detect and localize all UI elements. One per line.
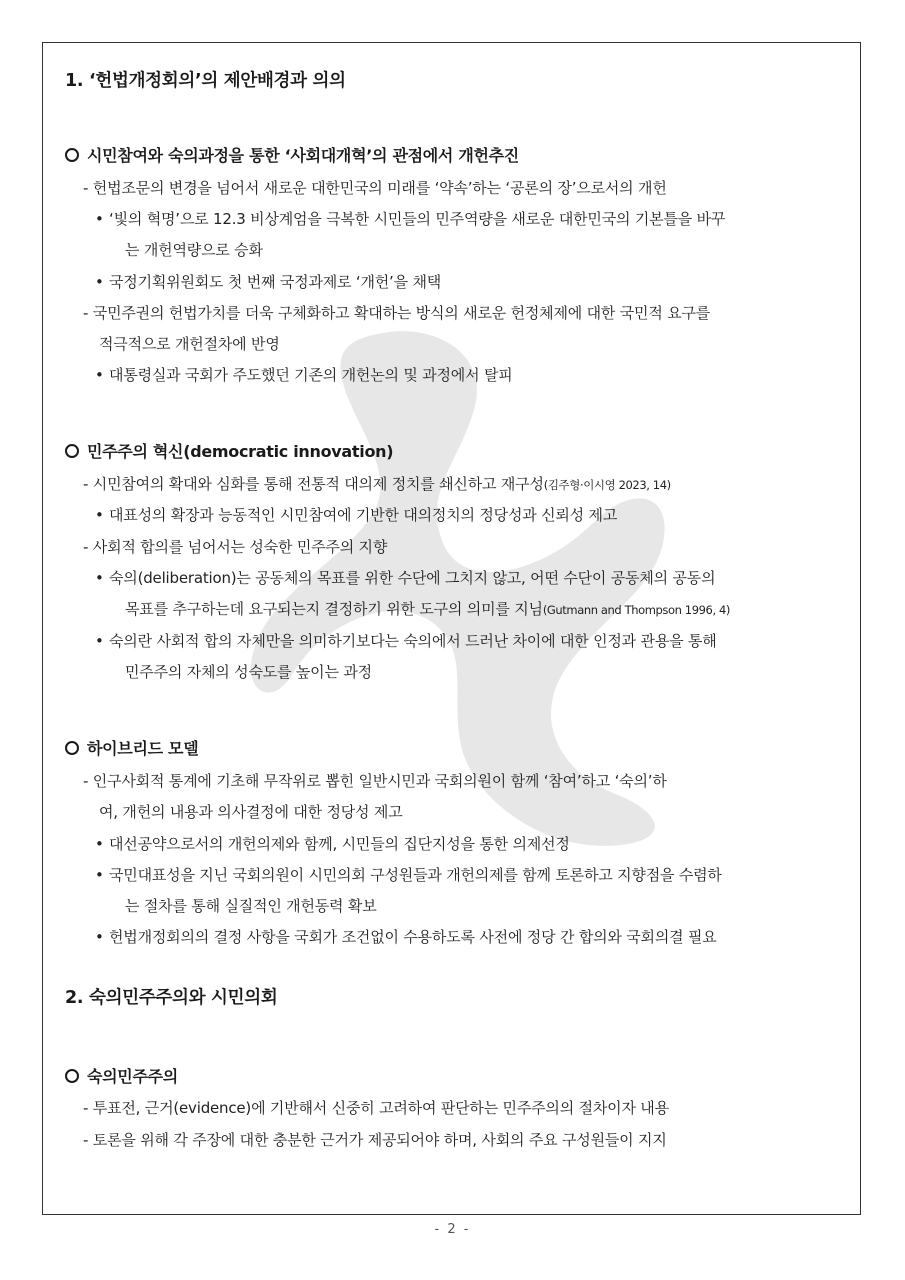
bullet-item: • 헌법개정회의의 결정 사항을 국회가 조건없이 수용하도록 사전에 정당 간 합의와 국회의결 필요 bbox=[109, 927, 717, 947]
section-title-1: 1. ‘헌법개정회의’의 제안배경과 의의 bbox=[65, 71, 346, 91]
page-number: - 2 - bbox=[434, 1222, 471, 1237]
citation: (김주형·이시영 2023, 14) bbox=[543, 478, 671, 492]
bullet-item: • 숙의란 사회적 합의 자체만을 의미하기보다는 숙의에서 드러난 차이에 대한 인정과 관용을 통해 bbox=[109, 631, 717, 651]
bullet-item-continuation: 는 개헌역량으로 승화 bbox=[125, 241, 263, 259]
circle-bullet-icon bbox=[65, 148, 79, 162]
dash-item-continuation: 여, 개헌의 내용과 의사결정에 대한 정당성 제고 bbox=[99, 803, 403, 821]
dash-item-continuation: 적극적으로 개헌절차에 반영 bbox=[99, 335, 280, 353]
document-frame bbox=[42, 42, 861, 1215]
section-title-2: 2. 숙의민주주의와 시민의회 bbox=[65, 988, 278, 1008]
subsection-heading-democratic-innovation: 민주주의 혁신(democratic innovation) bbox=[65, 439, 393, 462]
circle-bullet-icon bbox=[65, 741, 79, 755]
bullet-item: • 대통령실과 국회가 주도했던 기존의 개헌논의 및 과정에서 탈피 bbox=[109, 365, 513, 385]
dash-item: - 사회적 합의를 넘어서는 성숙한 민주주의 지향 bbox=[83, 538, 388, 556]
subsection-heading-hybrid-model: 하이브리드 모델 bbox=[65, 736, 198, 759]
bullet-item: • 국민대표성을 지닌 국회의원이 시민의회 구성원들과 개헌의제를 함께 토론하고 지향점을 수렴하 bbox=[109, 865, 722, 885]
bullet-item-continuation: 목표를 추구하는데 요구되는지 결정하기 위한 도구의 의미를 지님(Gutmann and Thompson 1996, 4) bbox=[125, 600, 730, 618]
bullet-item: • ‘빛의 혁명’으로 12.3 비상계엄을 극복한 시민들의 민주역량을 새로운 대한민국의 기본틀을 바꾸 bbox=[109, 209, 725, 229]
dash-item: - 국민주권의 헌법가치를 더욱 구체화하고 확대하는 방식의 새로운 헌정체제에 대한 국민적 요구를 bbox=[83, 304, 711, 322]
dash-item: - 헌법조문의 변경을 넘어서 새로운 대한민국의 미래를 ‘약속’하는 ‘공론의 장’으로서의 개헌 bbox=[83, 179, 667, 197]
subsection-heading-citizen-participation: 시민참여와 숙의과정을 통한 ‘사회대개혁’의 관점에서 개헌추진 bbox=[65, 143, 519, 166]
dash-item: - 투표전, 근거(evidence)에 기반해서 신중히 고려하여 판단하는 민주주의의 절차이자 내용 bbox=[83, 1099, 669, 1117]
dash-item: - 토론을 위해 각 주장에 대한 충분한 근거가 제공되어야 하며, 사회의 주요 구성원들이 지지 bbox=[83, 1131, 667, 1149]
circle-bullet-icon bbox=[65, 444, 79, 458]
subsection-heading-deliberative-democracy: 숙의민주주의 bbox=[65, 1064, 178, 1087]
bullet-item: • 국정기획위원회도 첫 번째 국정과제로 ‘개헌’을 채택 bbox=[109, 272, 441, 292]
bullet-item: • 대선공약으로서의 개헌의제와 함께, 시민들의 집단지성을 통한 의제선정 bbox=[109, 834, 570, 854]
bullet-item-continuation: 는 절차를 통해 실질적인 개헌동력 확보 bbox=[125, 897, 377, 915]
circle-bullet-icon bbox=[65, 1069, 79, 1083]
citation: (Gutmann and Thompson 1996, 4) bbox=[542, 603, 730, 617]
bullet-item-continuation: 민주주의 자체의 성숙도를 높이는 과정 bbox=[125, 663, 372, 681]
bullet-item: • 숙의(deliberation)는 공동체의 목표를 위한 수단에 그치지 않고, 어떤 수단이 공동체의 공동의 bbox=[109, 568, 715, 588]
bullet-item: • 대표성의 확장과 능동적인 시민참여에 기반한 대의정치의 정당성과 신뢰성 제고 bbox=[109, 505, 617, 525]
dash-item: - 인구사회적 통계에 기초해 무작위로 뽑힌 일반시민과 국회의원이 함께 ‘참여’하고 ‘숙의’하 bbox=[83, 772, 667, 790]
dash-item: - 시민참여의 확대와 심화를 통해 전통적 대의제 정치를 쇄신하고 재구성(김주형·이시영 2023, 14) bbox=[83, 475, 671, 493]
